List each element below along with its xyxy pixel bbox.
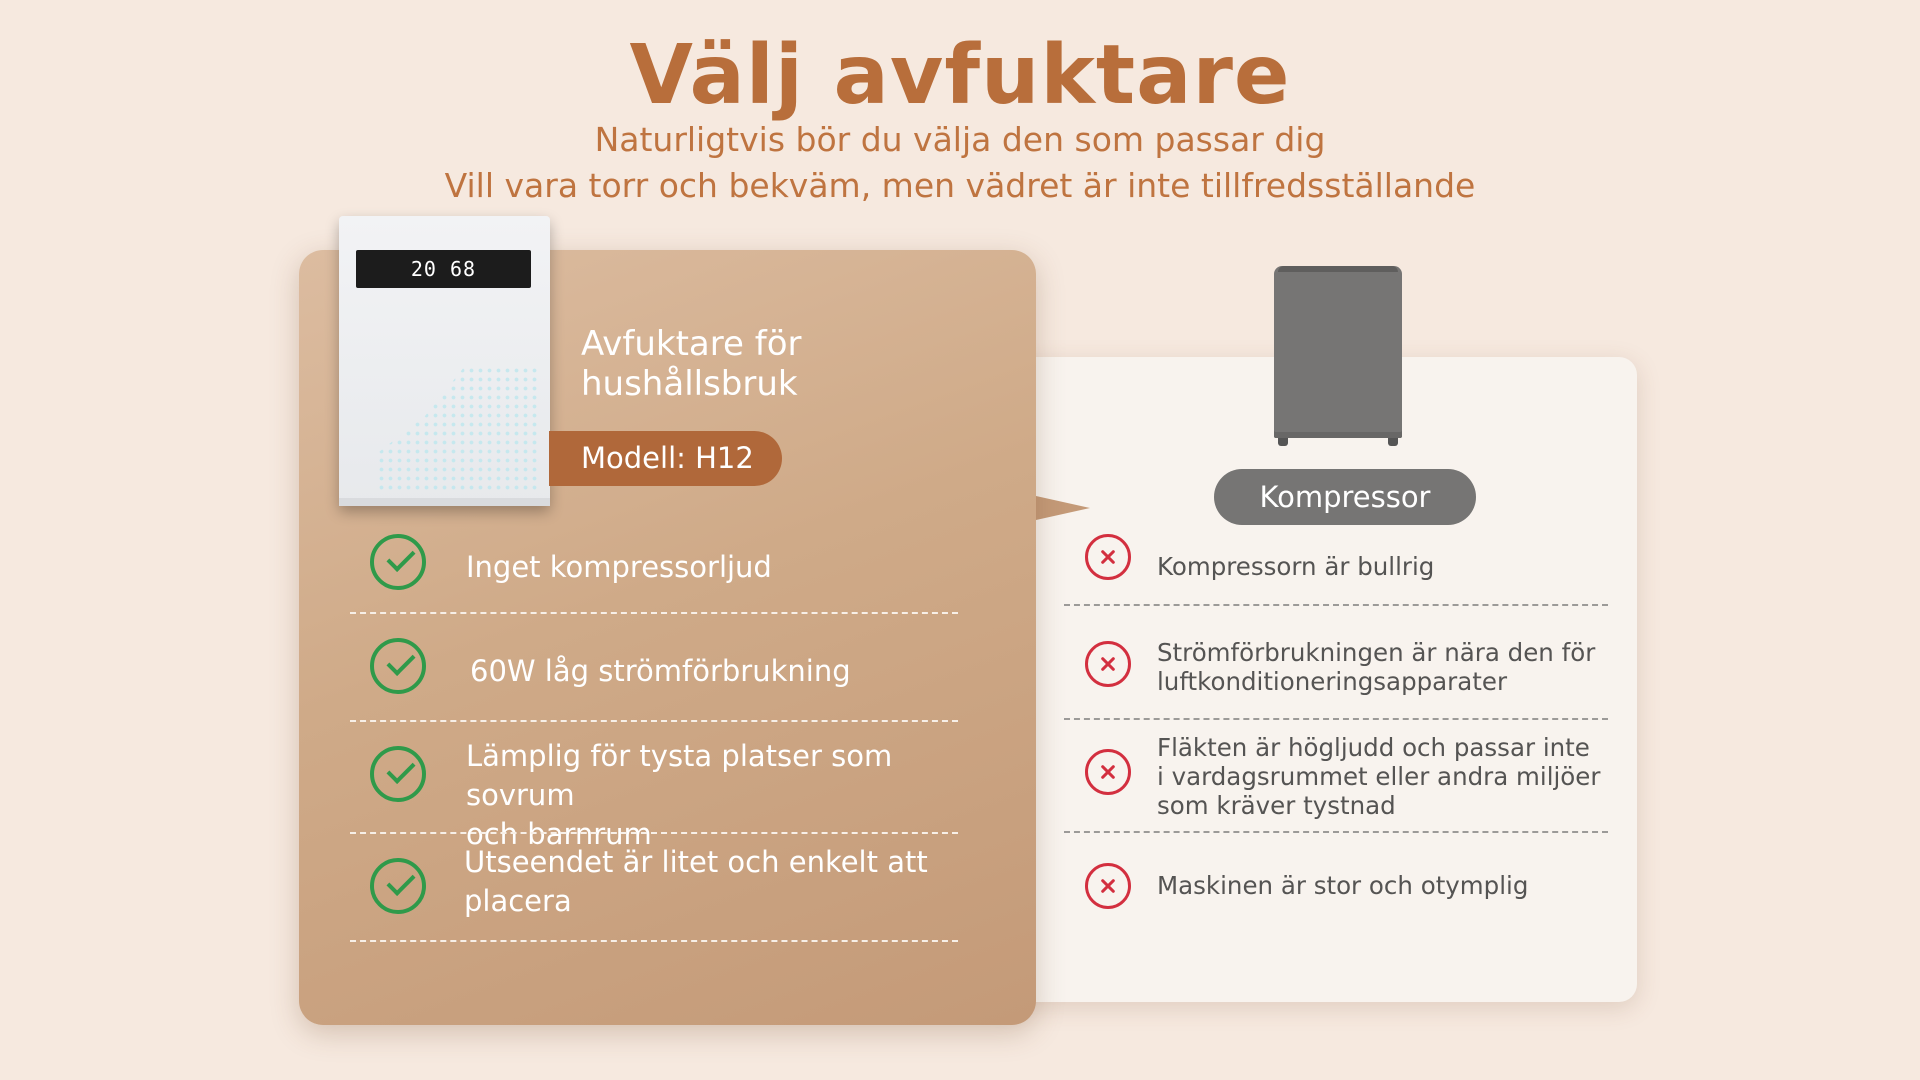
divider — [350, 612, 958, 614]
divider — [1064, 718, 1608, 720]
pro-item-4: Utseendet är litet och enkelt att placera — [464, 845, 928, 918]
con-item-1: Kompressorn är bullrig — [1157, 552, 1435, 581]
x-icon — [1085, 534, 1131, 580]
divider — [350, 940, 958, 942]
divider — [1064, 831, 1608, 833]
product-name: Avfuktare för hushållsbruk — [581, 324, 802, 404]
device-base — [339, 498, 550, 506]
divider — [1064, 604, 1608, 606]
wheel-icon — [1278, 438, 1288, 446]
compressor-dehumidifier-image — [1274, 266, 1402, 438]
divider — [350, 832, 958, 834]
pro-item-3: Lämplig för tysta platser som sovrum och barnrum — [466, 739, 893, 851]
subtitle-line-2: Vill vara torr och bekväm, men vädret är inte tillfredsställande — [444, 166, 1476, 205]
con-item-2: Strömförbrukningen är nära den för luftkonditioneringsapparater — [1157, 638, 1596, 696]
pointer-arrow — [1036, 496, 1090, 520]
con-item-3: Fläkten är högljudd och passar inte i vardagsrummet eller andra miljöer som kräver tystnad — [1157, 733, 1601, 820]
pro-item-1: Inget kompressorljud — [466, 550, 772, 584]
check-icon — [370, 858, 426, 914]
divider — [350, 720, 958, 722]
x-icon — [1085, 641, 1131, 687]
page-title: Välj avfuktare — [629, 28, 1291, 123]
x-icon — [1085, 749, 1131, 795]
compressor-label: Kompressor — [1214, 469, 1476, 525]
dehumidifier-image — [339, 216, 550, 506]
wheel-icon — [1388, 438, 1398, 446]
model-badge: Modell: H12 — [549, 431, 782, 486]
device-display: 20 68 — [356, 250, 531, 288]
device-dot-pattern — [377, 366, 537, 491]
subtitle-line-1: Naturligtvis bör du välja den som passar dig — [594, 120, 1326, 159]
check-icon — [370, 746, 426, 802]
x-icon — [1085, 863, 1131, 909]
pro-item-2: 60W låg strömförbrukning — [470, 654, 851, 688]
check-icon — [370, 638, 426, 694]
con-item-4: Maskinen är stor och otymplig — [1157, 871, 1529, 900]
check-icon — [370, 534, 426, 590]
